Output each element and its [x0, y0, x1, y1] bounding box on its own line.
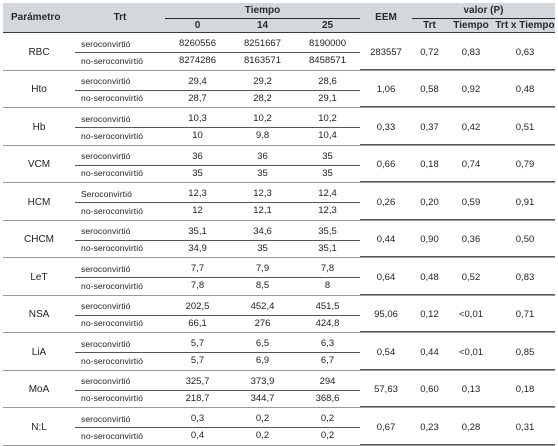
value-t14: 34,6 [230, 224, 295, 241]
param-name: N:L [31, 421, 47, 433]
value-t25: 35,1 [318, 242, 337, 254]
value-t14: 0,2 [230, 411, 295, 428]
value-t0: 8260556 [165, 36, 230, 53]
value-eem: 95,06 [360, 299, 412, 332]
header-trt: Trt [75, 3, 165, 33]
table-row [3, 374, 555, 391]
value-p-tiempo: 0,13 [447, 374, 495, 407]
value-p-interaccion: 0,51 [495, 111, 555, 144]
value-t0: 0,3 [165, 411, 230, 428]
trt-group: no-seroconvirtió [81, 205, 144, 216]
value-p-interaccion: 0,79 [495, 149, 555, 182]
value-t25: 7,8 [295, 261, 360, 278]
value-p-interaccion: 0,48 [495, 74, 555, 107]
value-t0: 36 [165, 149, 230, 166]
header-t14: 14 [230, 19, 295, 33]
value-p-interaccion: 0,18 [495, 374, 555, 407]
value-t25: 0,2 [295, 411, 360, 428]
table-row [3, 111, 555, 128]
param-name: RBC [28, 46, 50, 58]
value-t25: 12,3 [318, 205, 337, 217]
header-eem: EEM [360, 3, 412, 33]
value-t0: 7,7 [165, 261, 230, 278]
param-name: Hto [31, 84, 47, 95]
value-p-trt: 0,90 [412, 224, 447, 257]
value-eem: 0,67 [360, 411, 412, 444]
value-p-tiempo: 0,74 [447, 149, 495, 182]
value-eem: 0,33 [360, 111, 412, 144]
trt-group: no-seroconvirtió [81, 93, 144, 104]
results-table-container [3, 3, 555, 446]
value-p-tiempo: 0,36 [447, 224, 495, 257]
value-p-tiempo: 0,92 [447, 74, 495, 107]
value-t14: 35 [257, 242, 268, 254]
param-name: MoA [28, 384, 50, 395]
trt-group: seroconvirtió [75, 336, 165, 353]
value-t25: 28,6 [295, 74, 360, 91]
table-row [3, 336, 555, 353]
value-t0: 12 [192, 205, 203, 217]
value-t14: 10,2 [230, 111, 295, 128]
value-eem: 0,26 [360, 186, 412, 219]
value-p-trt: 0,48 [412, 261, 447, 294]
value-p-tiempo: <0,01 [447, 299, 495, 332]
value-p-trt: 0,23 [412, 411, 447, 444]
value-eem: 0,54 [360, 336, 412, 369]
value-p-tiempo: 0,42 [447, 111, 495, 144]
value-eem: 0,64 [360, 261, 412, 294]
value-p-trt: 0,58 [412, 74, 447, 107]
value-p-tiempo: <0,01 [447, 336, 495, 369]
table-row [3, 224, 555, 241]
table-row [3, 186, 555, 203]
value-p-interaccion: 0,50 [495, 224, 555, 257]
value-t14: 12,1 [253, 205, 272, 217]
table-row [3, 299, 555, 316]
value-p-trt: 0,20 [412, 186, 447, 219]
value-t0: 66,1 [188, 317, 207, 329]
value-p-trt: 0,44 [412, 336, 447, 369]
table-row [3, 74, 555, 91]
trt-group: no-seroconvirtió [81, 430, 144, 441]
trt-group: no-seroconvirtió [81, 130, 144, 141]
value-t14: 7,9 [230, 261, 295, 278]
trt-group: no-seroconvirtió [81, 243, 144, 254]
value-t25: 0,2 [320, 430, 335, 442]
value-p-interaccion: 0,83 [495, 261, 555, 294]
value-t25: 29,1 [318, 92, 337, 104]
table-row [3, 149, 555, 166]
value-t0: 0,4 [190, 430, 205, 442]
value-t0: 35 [192, 167, 203, 179]
header-p-tiempo: Tiempo [447, 19, 495, 33]
value-t25: 35 [295, 149, 360, 166]
value-t25: 10,2 [295, 111, 360, 128]
value-t25: 8458571 [309, 55, 346, 67]
value-t14: 8,5 [255, 280, 270, 292]
param-name: HCM [27, 196, 51, 208]
header-p-interaccion: Trt x Tiempo [495, 19, 555, 31]
value-p-tiempo: 0,59 [447, 186, 495, 219]
value-p-trt: 0,12 [412, 299, 447, 332]
value-p-tiempo: 0,83 [447, 36, 495, 69]
value-t25: 368,6 [315, 392, 340, 404]
value-t14: 6,9 [255, 355, 270, 367]
value-p-trt: 0,60 [412, 374, 447, 407]
value-t14: 29,2 [230, 74, 295, 91]
trt-group: Seroconvirtió [75, 186, 165, 203]
value-t0: 10 [192, 130, 203, 142]
value-t25: 424,8 [315, 317, 340, 329]
param-name: LeT [30, 271, 48, 283]
value-t14: 8163571 [244, 55, 281, 67]
value-p-interaccion: 0,31 [495, 411, 555, 444]
value-t0: 34,9 [188, 242, 207, 254]
value-t25: 12,4 [295, 186, 360, 203]
value-eem: 57,63 [360, 374, 412, 407]
results-table [3, 3, 555, 446]
table-row [3, 36, 555, 53]
value-t14: 9,8 [255, 130, 270, 142]
value-t14: 373,9 [230, 374, 295, 391]
header-t0: 0 [165, 19, 230, 33]
value-t14: 8251667 [230, 36, 295, 53]
value-t25: 294 [295, 374, 360, 391]
trt-group: seroconvirtió [75, 111, 165, 128]
value-p-interaccion: 0,91 [495, 186, 555, 219]
value-t25: 451,5 [295, 299, 360, 316]
value-t25: 35,5 [295, 224, 360, 241]
table-row [3, 411, 555, 428]
value-t0: 202,5 [165, 299, 230, 316]
trt-group: seroconvirtió [75, 224, 165, 241]
value-p-trt: 0,18 [412, 149, 447, 182]
value-t0: 218,7 [185, 392, 210, 404]
value-t25: 6,3 [295, 336, 360, 353]
value-t14: 35 [257, 167, 268, 179]
trt-group: no-seroconvirtió [81, 355, 144, 366]
trt-group: seroconvirtió [75, 411, 165, 428]
value-p-trt: 0,72 [412, 36, 447, 69]
value-eem: 1,06 [360, 74, 412, 107]
value-t14: 452,4 [230, 299, 295, 316]
value-t0: 325,7 [165, 374, 230, 391]
param-name: NSA [28, 309, 50, 320]
param-name: Hb [32, 121, 46, 133]
value-t14: 28,2 [253, 92, 272, 104]
header-tiempo: Tiempo [165, 3, 360, 19]
table-row [3, 261, 555, 278]
value-t0: 29,4 [165, 74, 230, 91]
trt-group: seroconvirtió [75, 149, 165, 166]
value-t14: 276 [254, 317, 271, 329]
param-name: VCM [27, 159, 51, 170]
value-t0: 5,7 [190, 355, 205, 367]
trt-group: seroconvirtió [75, 299, 165, 316]
value-p-trt: 0,37 [412, 111, 447, 144]
value-t14: 6,5 [230, 336, 295, 353]
header-t25: 25 [295, 19, 360, 33]
value-t25: 8 [324, 280, 331, 292]
value-t0: 5,7 [165, 336, 230, 353]
value-p-interaccion: 0,71 [495, 299, 555, 332]
value-p-tiempo: 0,52 [447, 261, 495, 294]
value-t25: 8190000 [295, 36, 360, 53]
header-parametro: Parámetro [3, 3, 75, 33]
trt-group: seroconvirtió [75, 74, 165, 91]
table-body [3, 33, 555, 446]
value-eem: 0,44 [360, 224, 412, 257]
param-name: CHCM [24, 234, 54, 245]
param-name: LiA [31, 346, 47, 358]
value-p-interaccion: 0,63 [495, 36, 555, 69]
trt-group: seroconvirtió [75, 36, 165, 53]
trt-group: no-seroconvirtió [81, 280, 144, 291]
value-t0: 8274286 [179, 55, 216, 67]
table-header [3, 3, 555, 33]
value-t14: 12,3 [230, 186, 295, 203]
value-t14: 0,2 [255, 430, 270, 442]
trt-group: no-seroconvirtió [81, 318, 144, 329]
value-t14: 344,7 [250, 392, 275, 404]
value-t25: 10,4 [318, 130, 337, 142]
value-t0: 28,7 [188, 92, 207, 104]
trt-group: no-seroconvirtió [81, 55, 144, 66]
value-eem: 0,66 [360, 149, 412, 182]
value-t25: 35 [322, 167, 333, 179]
value-t25: 6,7 [320, 355, 335, 367]
trt-group: seroconvirtió [75, 261, 165, 278]
value-eem: 283557 [360, 36, 412, 69]
header-valor-p: valor (P) [412, 3, 555, 19]
trt-group: no-seroconvirtió [81, 393, 144, 404]
value-t14: 36 [230, 149, 295, 166]
trt-group: seroconvirtió [75, 374, 165, 391]
value-t0: 12,3 [165, 186, 230, 203]
value-p-interaccion: 0,85 [495, 336, 555, 369]
header-p-trt: Trt [412, 19, 447, 33]
value-t0: 10,3 [165, 111, 230, 128]
value-p-tiempo: 0,28 [447, 411, 495, 444]
value-t0: 7,8 [190, 280, 205, 292]
trt-group: no-seroconvirtió [81, 168, 144, 179]
value-t0: 35,1 [165, 224, 230, 241]
